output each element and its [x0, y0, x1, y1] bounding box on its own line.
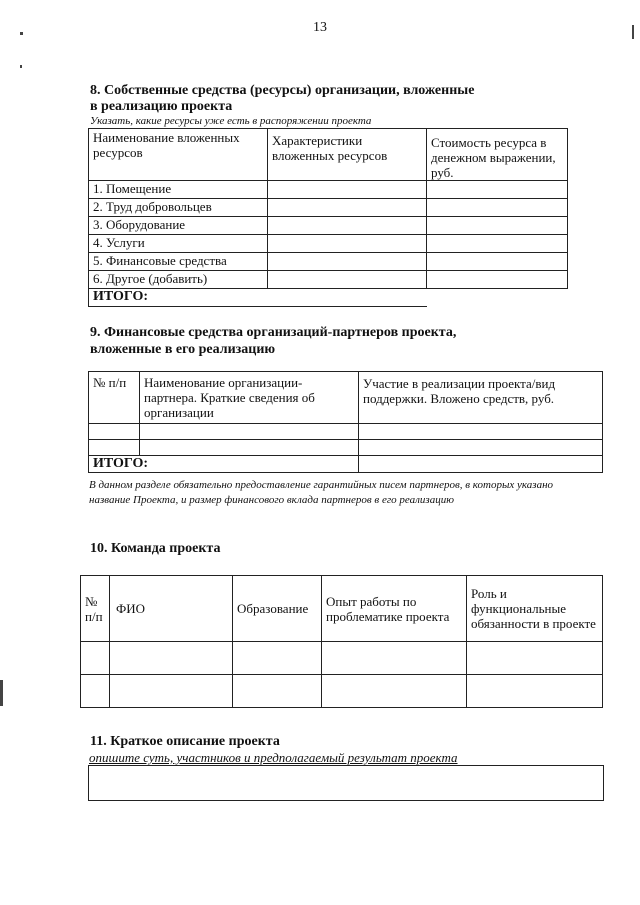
table-row [89, 271, 568, 289]
table-cell[interactable] [268, 217, 427, 235]
table-cell[interactable] [467, 675, 603, 708]
table-cell[interactable] [110, 675, 233, 708]
s11-hint: опишите суть, участников и предполагаемый результат проекта [89, 750, 458, 765]
s8-row-label: 1. Помещение [89, 181, 268, 199]
s8-row-label: 2. Труд добровольцев [89, 199, 268, 217]
table-cell[interactable] [427, 253, 568, 271]
table-cell[interactable] [110, 642, 233, 675]
scan-speck [20, 65, 22, 68]
table-row [89, 253, 568, 271]
s10-header-experience: Опыт работы по проблематике проекта [322, 576, 467, 642]
s8-row-label: 5. Финансовые средства [89, 253, 268, 271]
s8-title-line2: в реализацию проекта [90, 99, 233, 114]
table-row [89, 424, 603, 440]
s10-team-table [80, 575, 603, 708]
scan-edge-mark [0, 680, 3, 706]
s10-header-number: № п/п [81, 576, 110, 642]
table-row [89, 289, 568, 307]
s8-hint: Указать, какие ресурсы уже есть в распоряжении проекта [90, 115, 372, 127]
table-cell[interactable] [140, 424, 359, 440]
s8-total-label: ИТОГО: [89, 289, 427, 307]
s10-header-education: Образование [233, 576, 322, 642]
table-cell[interactable] [427, 235, 568, 253]
s8-header-cost: Стоимость ресурса в денежном выражении, руб. [427, 129, 568, 181]
table-cell[interactable] [359, 440, 603, 456]
table-cell[interactable] [268, 181, 427, 199]
table-cell[interactable] [359, 456, 603, 473]
table-cell[interactable] [427, 199, 568, 217]
table-cell[interactable] [233, 675, 322, 708]
table-row [89, 456, 603, 473]
s8-title-line1: 8. Собственные средства (ресурсы) организации, вложенные [90, 83, 475, 98]
table-cell[interactable] [81, 642, 110, 675]
table-row [89, 440, 603, 456]
table-cell[interactable] [322, 675, 467, 708]
s8-row-label: 6. Другое (добавить) [89, 271, 268, 289]
table-cell[interactable] [89, 440, 140, 456]
table-row [89, 217, 568, 235]
table-cell[interactable] [81, 675, 110, 708]
table-cell[interactable] [140, 440, 359, 456]
s9-header-number: № п/п [89, 372, 140, 424]
table-cell [427, 289, 568, 307]
table-row [89, 181, 568, 199]
s8-row-label: 4. Услуги [89, 235, 268, 253]
table-cell[interactable] [359, 424, 603, 440]
s9-header-participation: Участие в реализации проекта/вид поддержки. Вложено средств, руб. [359, 372, 603, 424]
table-cell[interactable] [268, 199, 427, 217]
s9-total-label: ИТОГО: [89, 456, 359, 473]
s9-header-organization: Наименование организации-партнера. Краткие сведения об организации [140, 372, 359, 424]
s9-partners-table [88, 371, 603, 473]
s11-title: 11. Краткое описание проекта [90, 734, 280, 749]
s10-header-name: ФИО [110, 576, 233, 642]
s11-description-box[interactable] [88, 765, 604, 801]
table-row [89, 235, 568, 253]
s10-title: 10. Команда проекта [90, 541, 221, 556]
s8-header-characteristics: Характеристики вложенных ресурсов [268, 129, 427, 181]
s10-header-role: Роль и функциональные обязанности в проекте [467, 576, 603, 642]
table-row [81, 675, 603, 708]
table-cell[interactable] [427, 271, 568, 289]
table-cell[interactable] [427, 217, 568, 235]
table-cell[interactable] [233, 642, 322, 675]
s8-header-name: Наименование вложенных ресурсов [89, 129, 268, 181]
page-number: 13 [313, 20, 327, 35]
table-cell[interactable] [89, 424, 140, 440]
s9-title-line1: 9. Финансовые средства организаций-партнеров проекта, [90, 325, 457, 340]
s9-note: В данном разделе обязательно предоставление гарантийных писем партнеров, в которых указано название Проекта, и размер финансового вклада партнеров в его реализацию [89, 479, 554, 506]
s8-resources-table [88, 128, 568, 307]
table-row [89, 199, 568, 217]
table-cell[interactable] [467, 642, 603, 675]
table-cell[interactable] [268, 253, 427, 271]
table-row [81, 642, 603, 675]
s8-row-label: 3. Оборудование [89, 217, 268, 235]
table-cell[interactable] [322, 642, 467, 675]
table-cell[interactable] [268, 271, 427, 289]
table-cell[interactable] [268, 235, 427, 253]
table-cell[interactable] [427, 181, 568, 199]
s9-title-line2: вложенные в его реализацию [90, 342, 276, 357]
